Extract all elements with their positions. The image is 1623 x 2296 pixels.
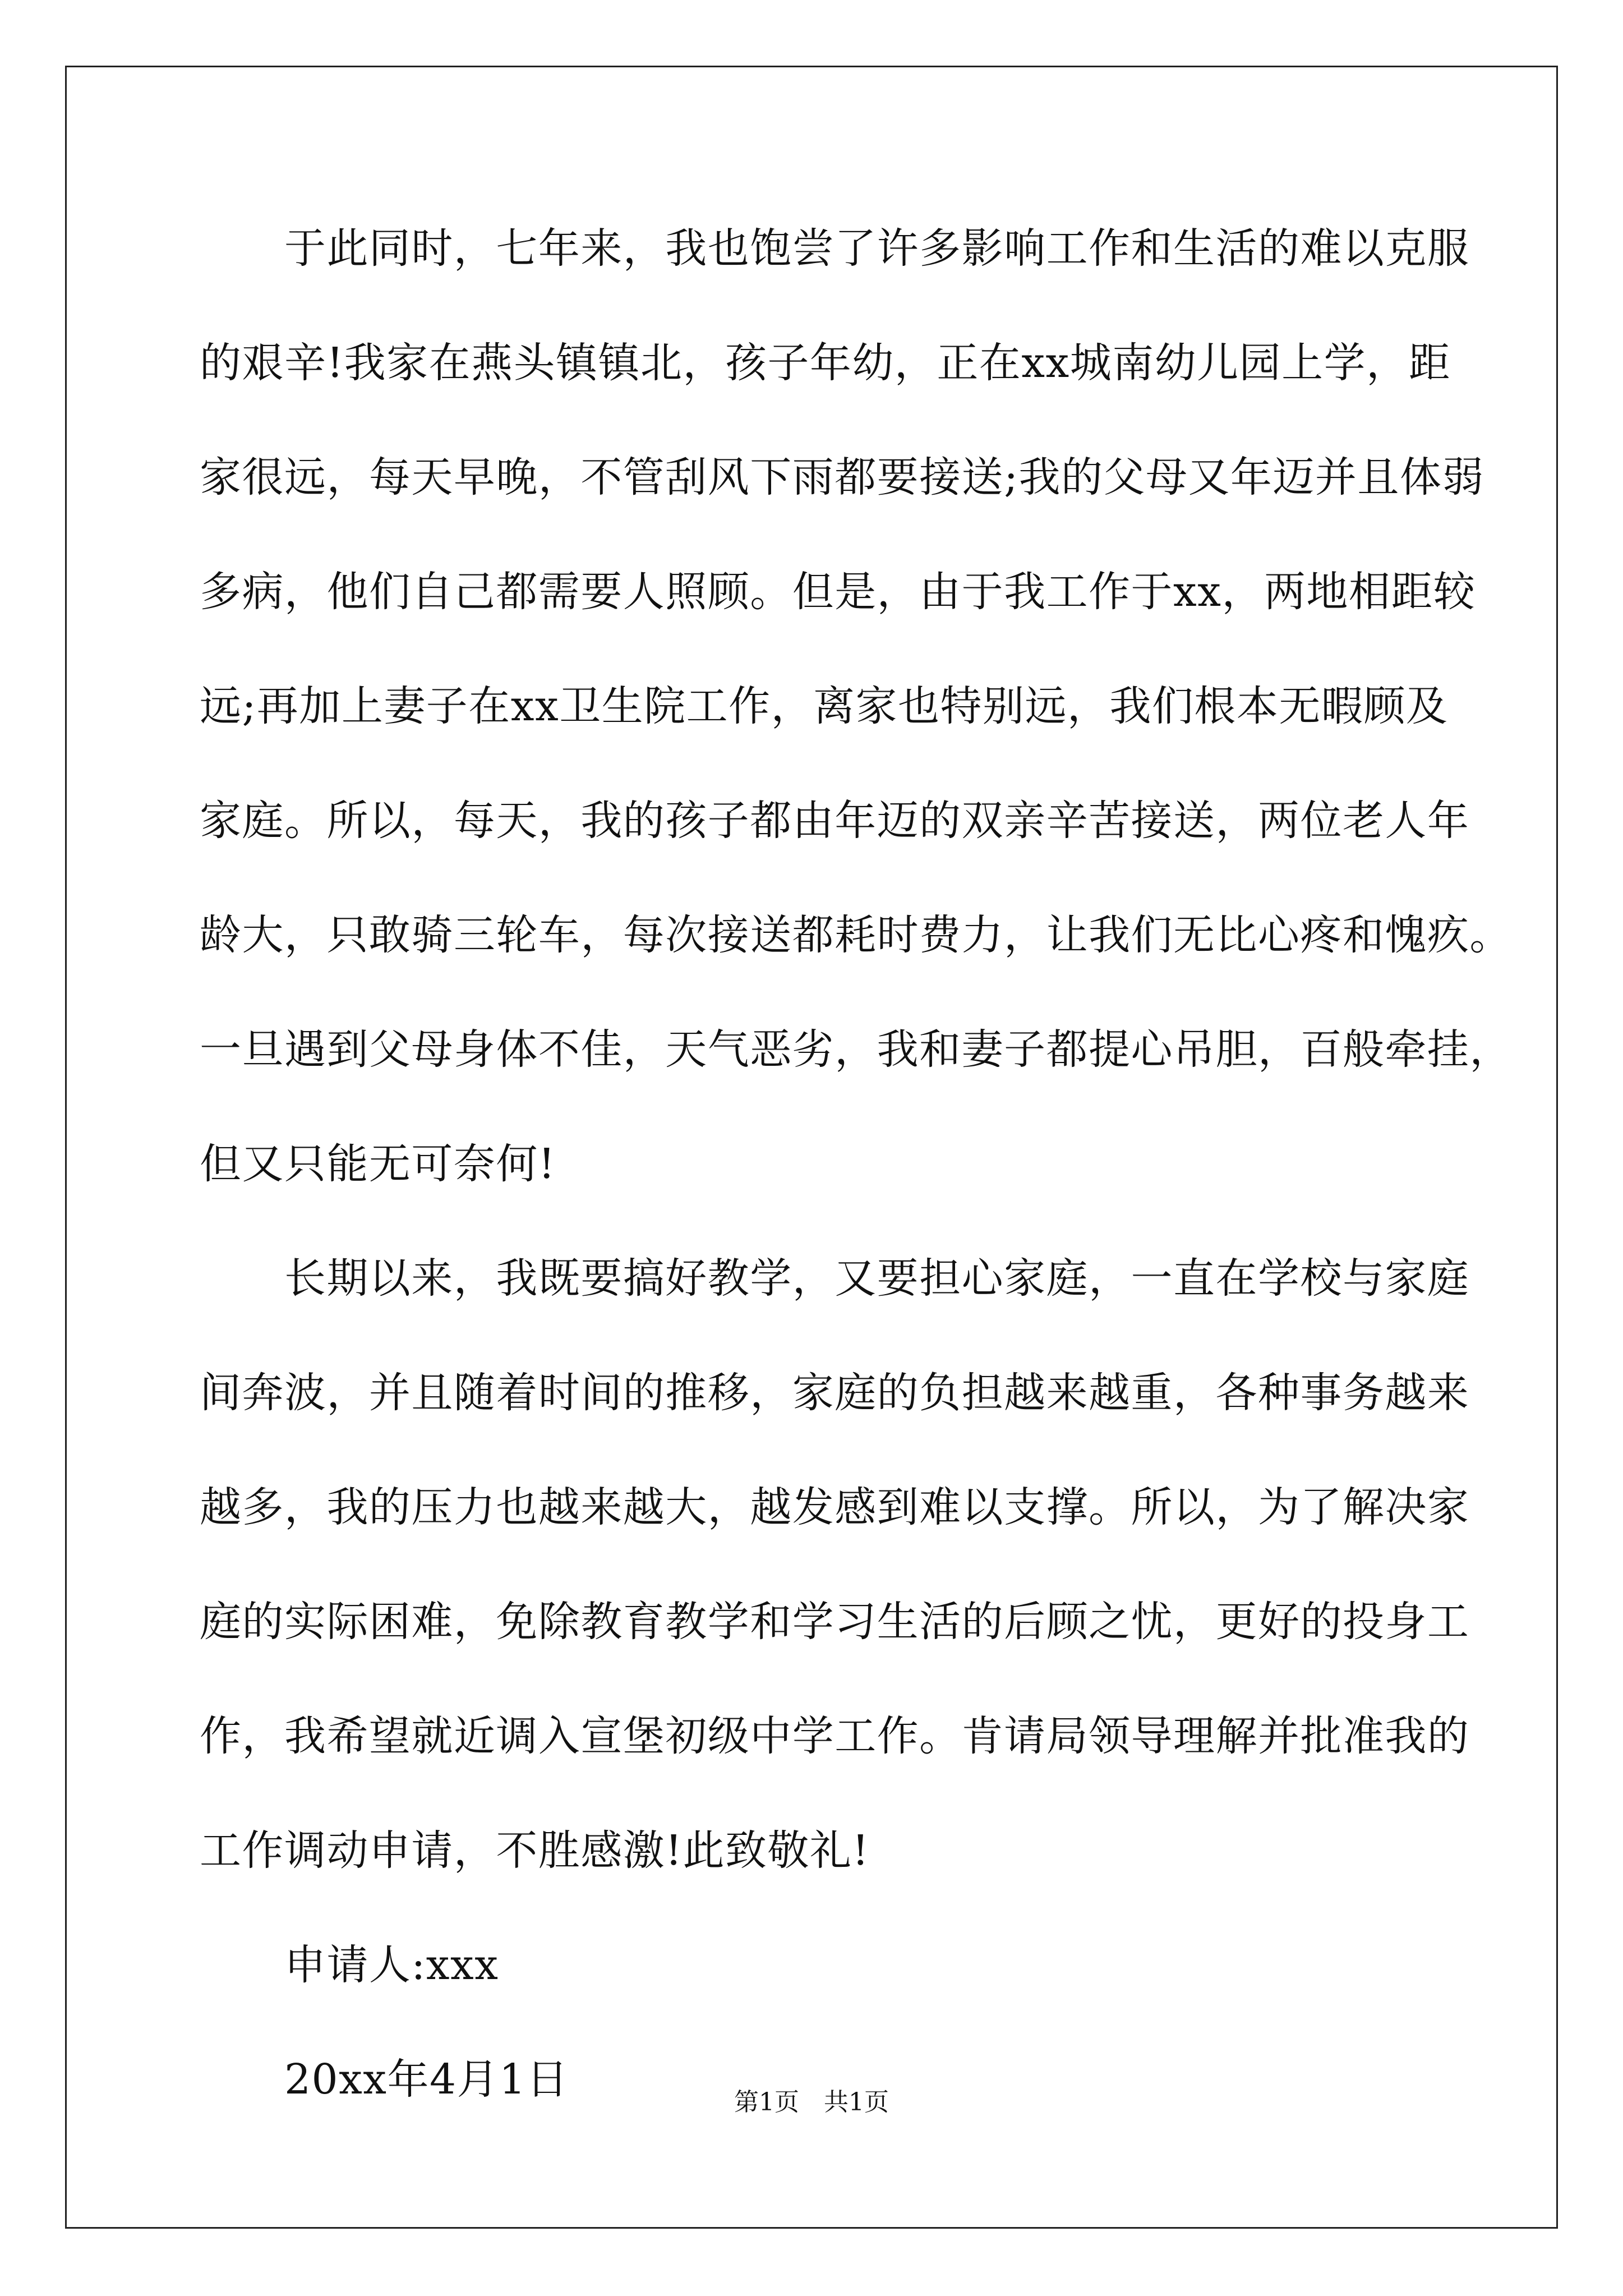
body-line: 家庭。所以，每天，我的孩子都由年迈的双亲辛苦接送，两位老人年 [200, 797, 1470, 845]
body-line: 间奔波，并且随着时间的推移，家庭的负担越来越重，各种事务越来 [200, 1369, 1470, 1417]
body-line: 龄大，只敢骑三轮车，每次接送都耗时费力，让我们无比心疼和愧疚。 [200, 911, 1512, 959]
body-line: 作，我希望就近调入宣堡初级中学工作。肯请局领导理解并批准我的 [200, 1712, 1470, 1760]
body-line: 多病，他们自己都需要人照顾。但是，由于我工作于xx，两地相距较 [200, 568, 1476, 616]
body-line: 远;再加上妻子在xx卫生院工作，离家也特别远，我们根本无暇顾及 [200, 682, 1449, 730]
body-line: 庭的实际困难，免除教育教学和学习生活的后顾之忧，更好的投身工 [200, 1598, 1470, 1646]
body-line: 但又只能无可奈何! [200, 1140, 556, 1188]
body-line: 于此同时，七年来，我也饱尝了许多影响工作和生活的难以克服 [200, 224, 1470, 273]
body-line: 的艰辛!我家在燕头镇镇北，孩子年幼，正在xx城南幼儿园上学，距 [200, 339, 1451, 387]
body-line: 长期以来，我既要搞好教学，又要担心家庭，一直在学校与家庭 [200, 1254, 1470, 1303]
page-number-footer: 第1页 共1页 [734, 2088, 889, 2116]
letter-date: 20xx年4月1日 [200, 2055, 569, 2104]
body-line: 越多，我的压力也越来越大，越发感到难以支撑。所以，为了解决家 [200, 1483, 1470, 1531]
body-line: 工作调动申请，不胜感激!此致敬礼! [200, 1826, 870, 1875]
body-line: 家很远，每天早晚，不管刮风下雨都要接送;我的父母又年迈并且体弱 [200, 453, 1484, 501]
applicant-signature: 申请人:xxx [200, 1941, 499, 1989]
body-line: 一旦遇到父母身体不佳，天气恶劣，我和妻子都提心吊胆，百般牵挂， [200, 1025, 1512, 1074]
